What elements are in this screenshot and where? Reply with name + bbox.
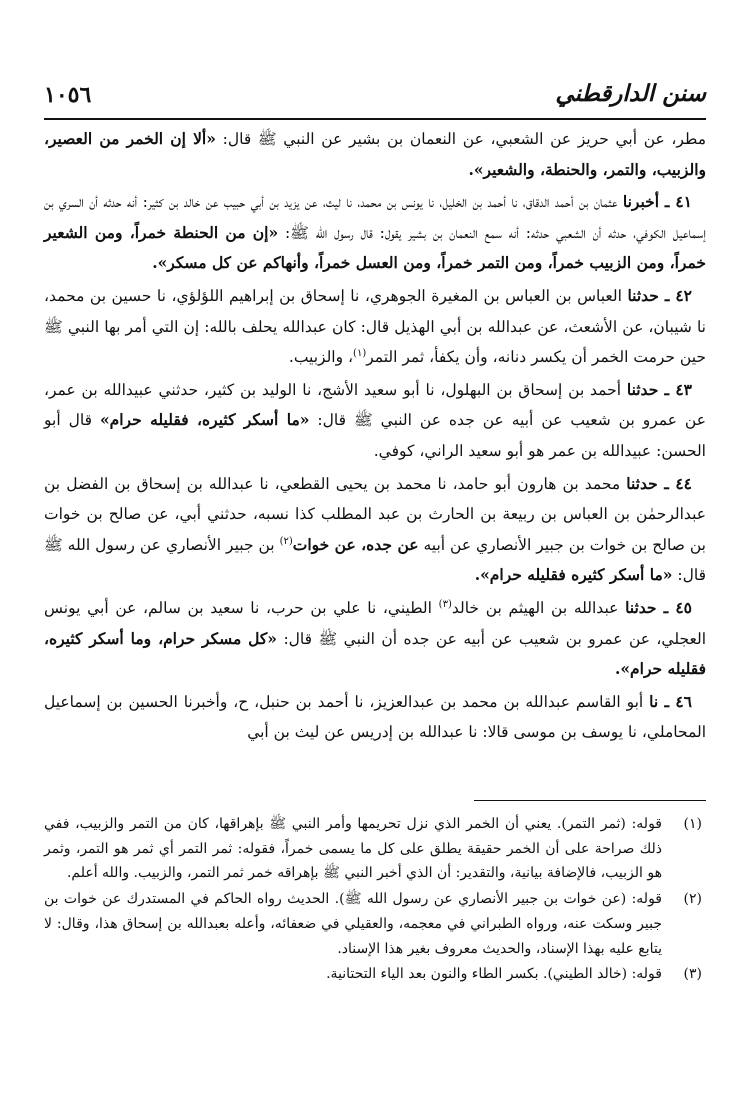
footnote-ref[interactable]: (٢) [279,535,293,547]
footnote-mark: (٣) [683,966,702,983]
hadith-41 [44,187,706,279]
narration-text: أبو القاسم عبدالله بن محمد بن عبدالعزيز، نا أحمد بن حنبل، ح، وأخبرنا الحسين بن إسماعيل المحاملي، نا يوسف بن موسى قالا: نا عبدالله بن إدريس عن ليث بن أبي [44,692,706,742]
narration-text: بن جبير الأنصاري عن رسول الله ﷺ قال: [44,535,706,585]
narration-text: قال أبو الحسن: عبيدالله بن عمر هو أبو سعيد الراني، كوفي. [44,411,706,460]
footnote-text: قوله: (ثمر التمر). يعني أن الخمر الذي نزل تحريمها وأمر النبي ﷺ بإهراقها، كان من التمر والزبيب، ففي ذلك صراحة على أن الخمر حقيقة يطلق على كل ما يسمى خمراً، فقوله: ثمر التمر أي ثمر هو التمر، وثمر هو الزبيب، فالإضافة بيانية، والتقدير: أن الذي أخبر النبي ﷺ بإهراقه خمر ثمر التمر، والزبيب. والله أعلم. [44,816,662,882]
isnad-emphasis: عن جده، عن خوات [292,534,419,554]
book-title: سنن الدارقطني [555,80,706,107]
hadith-number: ٤٤ ـ حدثنا [626,473,693,493]
footnote-ref[interactable]: (١) [353,348,367,359]
prophetic-saying: «ما أسكر كثيره، فقليله حرام» [99,410,310,430]
prophetic-saying: «ما أسكر كثيره فقليله حرام». [474,565,673,585]
header-rule [44,118,706,120]
page-number: ١٠٥٦ [44,82,92,108]
hadith-42 [44,281,706,373]
hadith-number: ٤٦ ـ نا [649,691,692,711]
hadith-46 [44,687,706,748]
hadith-number: ٤٥ ـ حدثنا [625,597,693,617]
hadith-44 [44,469,706,591]
hadith-40-continuation [44,124,706,185]
footnote-ref[interactable]: (٣) [438,598,452,610]
narration-text: عبدالله بن الهيثم بن خالد [451,598,626,617]
hadith-45 [44,593,706,685]
main-text [44,124,706,750]
narration-text: مطر، عن أبي حريز عن الشعبي، عن النعمان بن بشير عن النبي ﷺ قال: [215,130,707,148]
footnotes [44,812,706,988]
footnote-1 [44,812,706,886]
footnote-mark: (١) [683,816,702,832]
footnote-text: قوله: (عن خوات بن جبير الأنصاري عن رسول الله ﷺ). الحديث رواه الحاكم في المستدرك عن خوات بن جبير وسكت عنه، ورواه الطبراني في معجمه، والعقيلي في ضعفائه، وأعله بعبدالله بن إسحاق هذا، وقال: لا يتابع عليه بهذا الإسناد، والحديث معروف بغير هذا الإسناد. [44,891,662,957]
page-header [44,78,706,122]
narration-text: أحمد بن إسحاق بن البهلول، نا أبو سعيد الأشج، نا الوليد بن كثير، حدثني عبيدالله بن عمر، عن عمرو بن شعيب عن أبيه عن جده عن النبي ﷺ قال: [44,380,706,430]
hadith-number: ٤٢ ـ حدثنا [627,285,693,305]
narration-text: عثمان بن أحمد الدقاق، نا أحمد بن الخليل، نا يونس بن محمد، نا ليث، عن يزيد بن أبي حبيب عن خالد بن كثير: أنه حدثه أن السري بن إسماعيل الكوفي، حدثه أن الشعبي حدثه: أنه سمع النعمان بن بشير يقول: قال رسول الله ﷺ: [44,193,707,242]
footnote-text: قوله: (خالد الطيني). بكسر الطاء والنون بعد الياء التحتانية. [326,966,662,983]
narration-text: ، والزبيب. [288,348,354,367]
hadith-number: ٤١ ـ أخبرنا [622,192,692,212]
prophetic-saying: «ألا إن الخمر من العصير، والزبيب، والتمر، والحنطة، والشعير». [44,129,706,179]
footnote-3 [44,962,706,987]
narration-text: العباس بن العباس بن المغيرة الجوهري، نا إسحاق بن إبراهيم اللؤلؤي، نا حسين بن محمد، نا شيبان، عن الأشعث، عن عبدالله بن أبي الهذيل قال: كان عبدالله يحلف بالله: إن التي أمر بها النبي ﷺ حين حرمت الخمر أن يكسر دنانه، وأن يكفأ، ثمر التمر [44,286,706,367]
prophetic-saying: «إن من الحنطة خمراً، ومن الشعير خمراً، ومن الزبيب خمراً، ومن التمر خمراً، ومن العسل خمراً، وأنهاكم عن كل مسكر». [44,222,706,273]
footnote-2 [44,887,706,961]
footnote-rule [474,800,706,801]
narration-text: الطيني، نا علي بن حرب، نا سعيد بن سالم، عن أبي يونس العجلي، عن عمرو بن شعيب عن أبيه عن جده أن النبي ﷺ قال: [44,598,706,648]
footnote-mark: (٢) [683,891,702,908]
hadith-number: ٤٣ ـ حدثنا [626,379,693,399]
prophetic-saying: «كل مسكر حرام، وما أسكر كثيره، فقليله حرام». [44,628,706,679]
hadith-43 [44,375,706,467]
narration-text: محمد بن هارون أبو حامد، نا محمد بن يحيى القطعي، نا عبدالله بن إسحاق بن الفضل بن عبدالرحمٰن بن العباس بن ربيعة بن الحارث بن عبد المطلب كذا نسبه، حدثني أبي، عن صالح بن خوات بن صالح بن خوات بن جبير الأنصاري عن أبيه [44,474,706,554]
